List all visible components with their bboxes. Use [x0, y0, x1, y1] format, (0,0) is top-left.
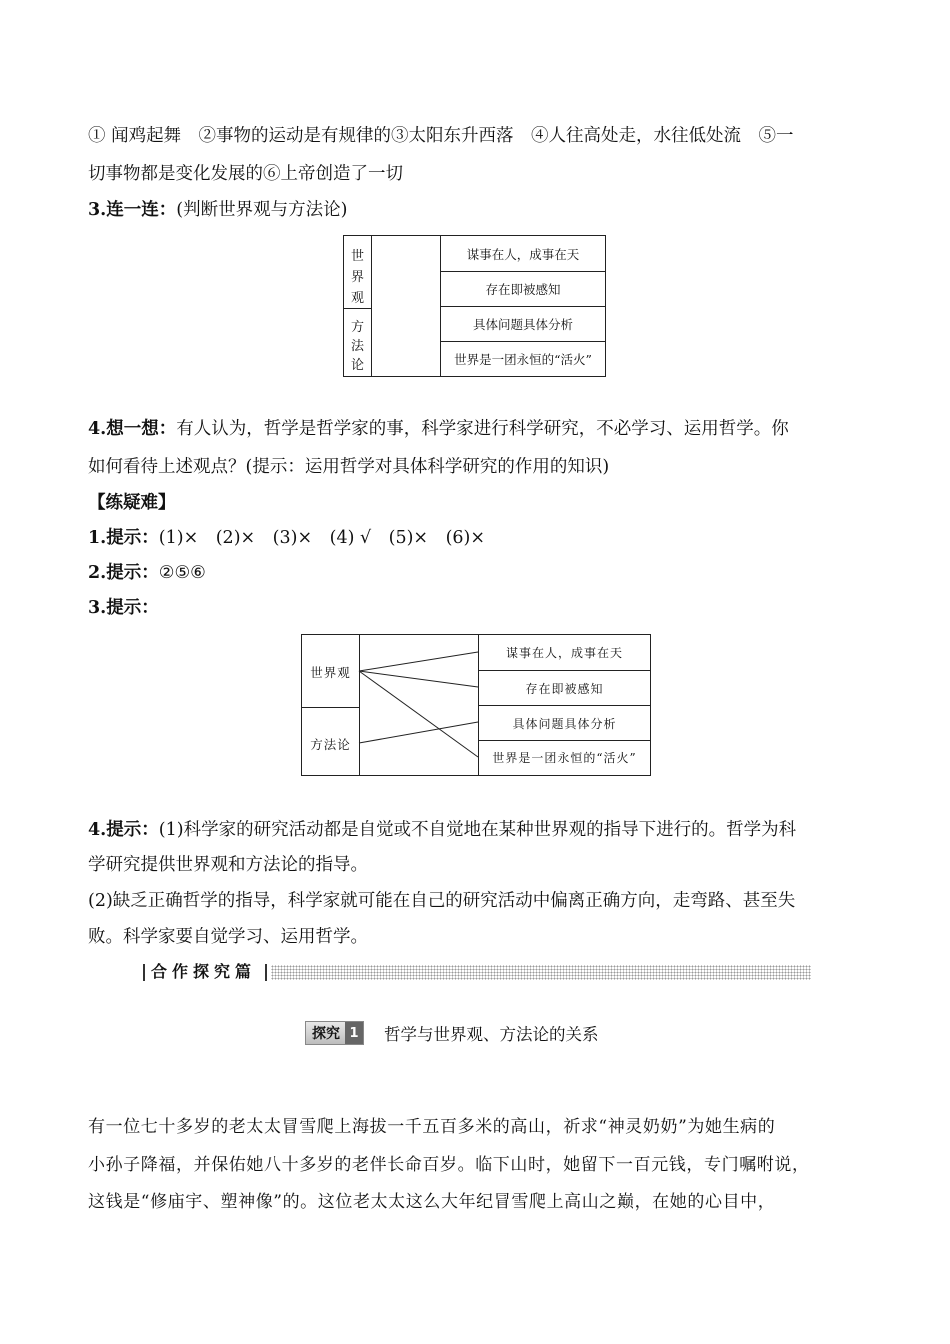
answer-cell-1: 谋事在人，成事在天: [505, 646, 623, 660]
answer-cell-4: 世界是一团永恒的“活火”: [479, 740, 650, 774]
q3-label: 3.连一连：: [88, 200, 177, 220]
answer-4-line3: (2)缺乏正确哲学的指导，科学家就可能在自己的研究活动中偏离正确方向，走弯路、甚至失: [88, 891, 796, 911]
q4-text-1: 有人认为，哲学是哲学家的事，科学家进行科学研究，不必学习、运用哲学。你: [176, 419, 789, 439]
answer-4-text-1: (1)科学家的研究活动都是自觉或不自觉地在某种世界观的指导下进行的。哲学为科: [158, 820, 797, 840]
link-line-4: [359, 722, 478, 743]
explore-heading: [305, 1021, 599, 1045]
option-cell-1: 谋事在人，成事在天: [466, 246, 580, 262]
story-line1: 有一位七十多岁的老太太冒雪爬上海拔一千五百多米的高山，祈求“神灵奶奶”为她生病的: [88, 1117, 776, 1137]
option-cell-3: 具体问题具体分析: [441, 306, 605, 341]
answer-3-label: 3.提示：: [88, 598, 159, 618]
matching-left-column: [344, 236, 372, 376]
section-bar-right: [265, 964, 267, 981]
answer-diagram: [301, 634, 651, 776]
answer-4-line2: 学研究提供世界观和方法论的指导。: [88, 855, 368, 875]
section-title: 合作探究篇: [151, 962, 257, 981]
section-dotted-rule: [271, 965, 811, 980]
explore-title: 哲学与世界观、方法论的关系: [384, 1025, 599, 1044]
section-bar-left: [143, 964, 145, 981]
label-worldview: 世界观: [350, 249, 364, 306]
link-line-1: [359, 652, 478, 671]
answer-1-label: 1.提示：: [88, 528, 159, 548]
answer-4-line4: 败。科学家要自觉学习、运用哲学。: [88, 927, 368, 947]
story-line3: 这钱是“修庙宇、塑神像”的。这位老太太这么大年纪冒雪爬上高山之巅，在她的心目中，: [88, 1192, 776, 1212]
answer-2-text: ②⑤⑥: [158, 563, 206, 583]
answer-link-lines: [302, 635, 652, 777]
explore-number: 1: [345, 1022, 363, 1044]
matching-right-column: [440, 236, 605, 376]
q4-label: 4.想一想：: [88, 419, 177, 439]
link-line-3: [359, 671, 478, 757]
answer-cell-3: 具体问题具体分析: [479, 705, 650, 740]
answer-2: [88, 561, 206, 585]
answer-4-line1: [88, 818, 796, 842]
q2-options-line1: ① 闻鸡起舞 ②事物的运动是有规律的③太阳东升西落 ④人往高处走，水往低处流 ⑤一: [88, 126, 794, 146]
option-cell-2: 存在即被感知: [441, 271, 605, 306]
section-header: [143, 962, 811, 982]
answer-cell-2: 存在即被感知: [479, 670, 650, 705]
answer-1: [88, 526, 485, 550]
q4-line1: [88, 417, 789, 441]
answer-label-worldview: 世界观: [310, 665, 351, 680]
answer-1-text: (1)× (2)× (3)× (4) √ (5)× (6)×: [158, 528, 486, 548]
link-line-2: [359, 671, 478, 687]
q3-text: (判断世界观与方法论): [176, 200, 348, 220]
option-cell-4: 世界是一团永恒的“活火”: [441, 341, 605, 375]
story-line2: 小孙子降福，并保佑她八十多岁的老伴长命百岁。临下山时，她留下一百元钱，专门嘱咐说，: [88, 1155, 810, 1175]
q4-line2: 如何看待上述观点？(提示：运用哲学对具体科学研究的作用的知识): [88, 457, 610, 477]
explore-tag: [305, 1021, 364, 1045]
q2-options-line2: 切事物都是变化发展的⑥上帝创造了一切: [88, 164, 403, 184]
label-methodology: 方法论: [350, 320, 364, 373]
matching-table: [343, 235, 606, 377]
q3-line: [88, 198, 347, 222]
answer-2-label: 2.提示：: [88, 563, 159, 583]
answer-label-methodology: 方法论: [310, 737, 351, 752]
practice-heading: 【练疑难】: [88, 493, 176, 513]
explore-tag-text: 探究: [312, 1026, 340, 1042]
answer-4-label: 4.提示：: [88, 820, 159, 840]
